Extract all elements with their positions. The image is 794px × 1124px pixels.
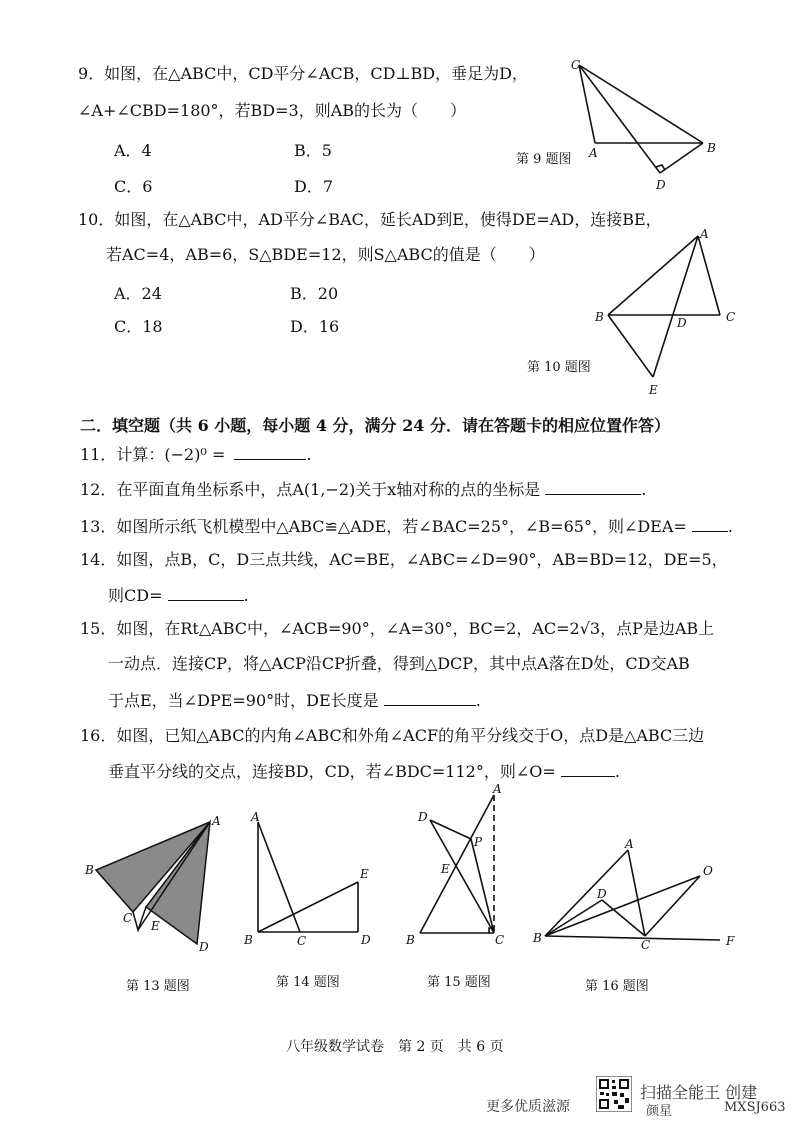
qr-code-icon: [596, 1076, 632, 1112]
fig10-label-e: E: [649, 383, 658, 397]
fig13-label-d: D: [199, 940, 209, 954]
q13: 13．如图所示纸飞机模型中△ABC≌△ADE，若∠BAC=25°，∠B=65°，则∠DEA= .: [80, 517, 734, 536]
q9-option-c: C．6: [114, 177, 153, 196]
q10-line1: 10．如图，在△ABC中，AD平分∠BAC，延长AD到E，使得DE=AD，连接BE，: [78, 210, 662, 229]
q9-option-a: A．4: [114, 141, 152, 160]
figure-q10: [585, 222, 755, 402]
q12-text: 12．在平面直角坐标系中，点A(1,−2)关于x轴对称的点的坐标是: [80, 480, 541, 499]
fig13-label-e: E: [151, 919, 160, 933]
q10-line2: 若AC=4，AB=6，S△BDE=12，则S△ABC的值是（ ）: [106, 245, 545, 264]
q14-line2: 则CD=: [108, 586, 163, 605]
q9-option-b: B．5: [294, 141, 332, 160]
q9-line2: ∠A+∠CBD=180°，若BD=3，则AB的长为（ ）: [78, 101, 467, 120]
q15-line1: 15．如图，在Rt△ABC中，∠ACB=90°，∠A=30°，BC=2，AC=2√3，点P是边AB上: [80, 619, 715, 638]
watermark-brand: 扫描全能王 创建: [640, 1083, 758, 1102]
q16-line1: 16．如图，已知△ABC的内角∠ABC和外角∠ACF的角平分线交于O，点D是△ABC三边: [80, 726, 705, 745]
q12-answer-blank: [545, 478, 641, 495]
fig14-label-a: A: [251, 810, 260, 824]
q13-text: 13．如图所示纸飞机模型中△ABC≌△ADE，若∠BAC=25°，∠B=65°，则∠DEA=: [80, 517, 687, 536]
q11-text: 11．计算：(−2)⁰ =: [80, 445, 226, 464]
figure-q16: [530, 830, 745, 950]
fig13-label-b: B: [85, 863, 94, 877]
caption-q16: 第 16 题图: [585, 979, 649, 994]
fig9-label-b: B: [707, 141, 716, 155]
fig9-label-a: A: [589, 146, 598, 160]
q14-line2-wrap: 则CD= .: [108, 586, 249, 605]
q16-line2: 垂直平分线的交点，连接BD，CD，若∠BDC=112°，则∠O=: [108, 762, 556, 781]
fig13-label-c: C: [123, 911, 133, 925]
q11-answer-blank: [234, 443, 306, 460]
caption-q14: 第 14 题图: [276, 975, 340, 990]
q11: 11．计算：(−2)⁰ = .: [80, 445, 312, 464]
watermark-sub: 颜星: [646, 1104, 673, 1119]
fig15-label-a: A: [493, 783, 502, 796]
fig13-label-a: A: [212, 814, 221, 828]
fig16-label-o: O: [703, 864, 713, 878]
fig16-label-b: B: [533, 931, 542, 945]
q15-line3: 于点E，当∠DPE=90°时，DE长度是: [108, 691, 379, 710]
q10-caption: 第 10 题图: [527, 360, 591, 375]
figure-q9: [555, 55, 735, 195]
fig10-label-a: A: [700, 227, 709, 241]
q13-answer-blank: [692, 515, 728, 532]
q9-caption: 第 9 题图: [516, 152, 572, 167]
fig10-label-c: C: [726, 310, 736, 324]
fig16-label-c: C: [641, 938, 651, 950]
caption-q15: 第 15 题图: [427, 975, 491, 990]
q9-option-d: D．7: [294, 177, 334, 196]
q16-answer-blank: [561, 760, 615, 777]
watermark-code: MXSJ663: [724, 1100, 786, 1115]
q10-option-d: D．16: [290, 317, 340, 336]
fig10-label-b: B: [595, 310, 604, 324]
fig15-label-b: B: [406, 933, 415, 947]
page-footer: 八年级数学试卷 第 2 页 共 6 页: [286, 1039, 504, 1055]
fig10-label-d: D: [677, 316, 687, 330]
fig15-label-d: D: [418, 810, 428, 824]
fig9-label-d: D: [656, 178, 666, 192]
q10-option-c: C．18: [114, 317, 163, 336]
q12: 12．在平面直角坐标系中，点A(1,−2)关于x轴对称的点的坐标是 .: [80, 480, 647, 499]
q10-option-b: B．20: [290, 284, 339, 303]
q14-answer-blank: [168, 584, 244, 601]
figure-q14: [240, 810, 390, 950]
q14-line1: 14．如图，点B，C，D三点共线，AC=BE，∠ABC=∠D=90°，AB=BD=12，DE=5，: [80, 550, 728, 569]
fig14-label-d: D: [361, 933, 371, 947]
q9-line1: 9．如图，在△ABC中，CD平分∠ACB，CD⊥BD，垂足为D，: [78, 64, 528, 83]
fig16-label-f: F: [726, 934, 735, 948]
fig15-label-c: C: [495, 933, 505, 947]
figure-q13: [82, 812, 232, 960]
q10-option-a: A．24: [114, 284, 162, 303]
section2-heading: 二．填空题（共 6 小题，每小题 4 分，满分 24 分．请在答题卡的相应位置作答）: [80, 416, 670, 435]
fig15-label-e: E: [441, 862, 450, 876]
q15-answer-blank: [384, 689, 476, 706]
fig15-label-p: P: [474, 835, 483, 849]
fig14-label-e: E: [360, 867, 369, 881]
fig14-label-c: C: [297, 934, 307, 948]
q16-line2-wrap: 垂直平分线的交点，连接BD，CD，若∠BDC=112°，则∠O= .: [108, 762, 620, 781]
caption-q13: 第 13 题图: [126, 979, 190, 994]
fig16-label-a: A: [625, 837, 634, 851]
figure-q15: [398, 783, 518, 951]
fig16-label-d: D: [597, 887, 607, 901]
fig9-label-c: C: [571, 58, 581, 72]
q15-line2: 一动点．连接CP，将△ACP沿CP折叠，得到△DCP，其中点A落在D处，CD交AB: [108, 654, 690, 673]
q15-line3-wrap: 于点E，当∠DPE=90°时，DE长度是 .: [108, 691, 481, 710]
watermark-left-text: 更多优质滋源: [486, 1099, 570, 1115]
fig14-label-b: B: [244, 933, 253, 947]
